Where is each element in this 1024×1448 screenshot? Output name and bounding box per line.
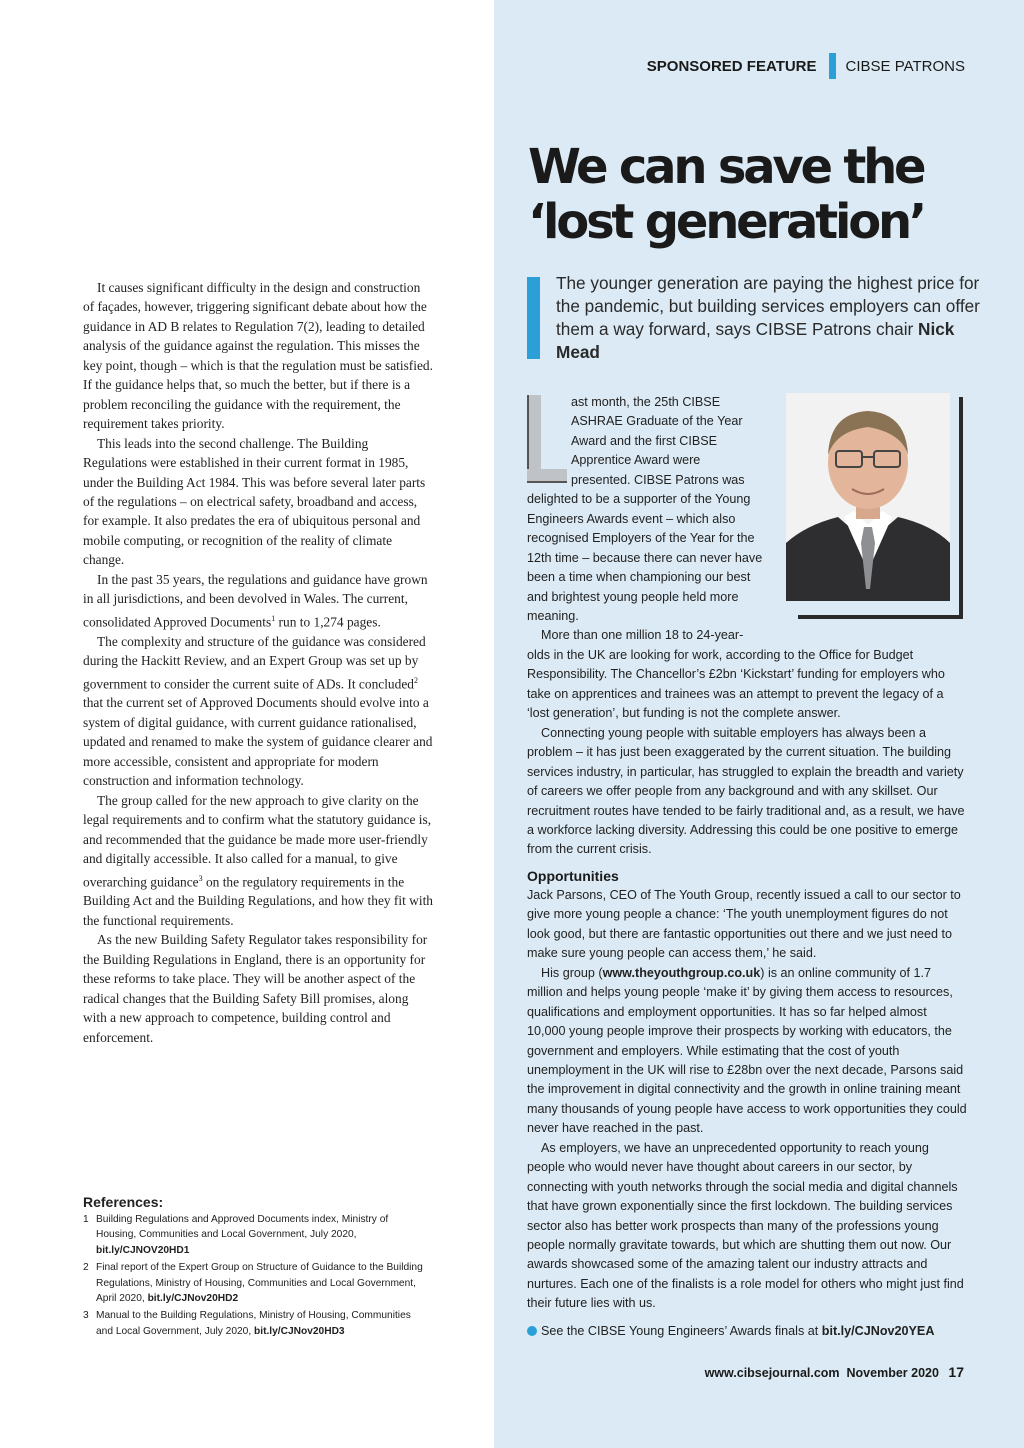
subhead-opportunities: Opportunities [527,867,619,884]
bullet-dot-icon [527,1326,537,1336]
paragraph-3: Connecting young people with suitable employers has always been a problem – it has just been exaggerated by the current situation. The building services industry, in particular, has struggled to explain the breadth and variety of careers we offer people from any background and with any skillset. Our recruitment routes have tended to be fairly traditional and, as a result, we have a workforce lacking diversity. Addressing this could be one positive to emerge from the current crisis. [527,725,965,857]
footnote-2: 2 [413,675,418,685]
category-label: CIBSE PATRONS [845,57,965,75]
standfirst-text [556,272,987,364]
ref-num: 3 [83,1310,89,1322]
ref-link[interactable]: bit.ly/CJNov20HD2 [147,1293,239,1305]
lp4-b: that the current set of Approved Documents should evolve into a system of digital guidance, with current guidance rationalised, updated and renamed to make the system of guidance clearer and more accessible, consistent and appropriate for modern construction and information technology. [83,695,433,789]
paragraph-5 [527,964,967,1139]
paragraph-2: olds in the UK are looking for work, according to the Office for Budget Responsibility. The Chancellor’s £2bn ‘Kickstart’ funding for employers who take on apprentices and trainees was an attempt to prevent the legacy of a ‘lost generation’, but funding is not the complete answer. [527,647,945,721]
footnote-3: 3 [198,873,203,883]
standfirst-bar [527,277,540,359]
lp3-a: In the past 35 years, the regulations and guidance have grown in all jurisdictions, and been devolved in Wales. The current, consolidated Approved Documents [83,571,428,630]
standfirst [527,272,987,364]
lp4-a: The complexity and structure of the guidance was considered during the Hackitt Review, and an Expert Group was set up by government to consider the current suite of ADs. It concluded [83,633,426,691]
left-paragraph-3 [83,570,433,632]
p5-post: ) is an online community of 1.7 million and helps young people ‘make it’ by giving them access to resources, qualifications and employment opportunities. It has so far helped almost 10,000 young people improve their prospects by working with educators, the government and employers. While estimating that the cost of youth unemployment in the UK will rise to £28bn over the next decade, Parsons said the improvement in digital connectivity and the growth in online training meant many thousands of young people have access to work opportunities they could never have reached in the past. [527,965,967,1136]
left-paragraph-4 [83,632,433,791]
left-paragraph-5 [83,791,433,931]
title-line-2: ‘lost generation’ [528,194,924,250]
left-paragraph-1: It causes significant difficulty in the design and construction of façades, however, triggering significant debate about how the guidance in AD B relates to Regulation 7(2), leading to detailed analysis of the guidance against the regulation. This misses the key point, though – which is that the regulation must be satisfied. If the guidance helps that, so much the better, but if there is a problem reconciling the guidance with the requirement, the requirement takes priority. [83,280,433,432]
reference-item [83,1212,423,1258]
ref-text: Building Regulations and Approved Documents index, Ministry of Housing, Communities and Local Government, July 2020, [96,1214,389,1241]
left-column [83,278,433,1047]
left-paragraph-2: This leads into the second challenge. The Building Regulations were established in their current format in 1985, under the Building Act 1984. This was before several later parts of the regulations – on electrical safety, broadband and access, for example. It also predates the era of ubiquitous personal and mobile computing, or recognition of the reality of climate change. [83,435,426,568]
lp5-a: The group called for the new approach to give clarity on the legal requirements and to confirm what the statutory guidance is, and recommended that the guidance be made more user-friendly and digitally accessible. It also called for a manual, to give overarching guidance [83,792,432,889]
header-divider [829,53,836,79]
article-title [528,140,988,250]
author-name: Nick Mead [556,319,955,362]
ref-link[interactable]: bit.ly/CJNOV20HD1 [96,1244,190,1256]
p5-pre: His group ( [541,965,603,980]
left-paragraph-6: As the new Building Safety Regulator takes responsibility for the Building Regulations in England, there is an opportunity for these reforms to take place. They will be another aspect of the radical changes that the Building Safety Bill promises, along with a new approach to competence, building control and enforcement. [83,932,428,1045]
title-line-1: We can save the [528,139,924,195]
ref-text: Final report of the Expert Group on Structure of Guidance to the Building Regulations, Ministry of Housing, Communities and Local Government, April 2020, [96,1262,423,1305]
ref-text: Manual to the Building Regulations, Ministry of Housing, Communities and Local Government, July 2020, [96,1310,411,1337]
cta-text: See the CIBSE Young Engineers’ Awards finals at [541,1323,819,1338]
article-body [527,393,967,1341]
footer-issue: November 2020 [846,1366,939,1380]
sponsored-label: SPONSORED FEATURE [646,57,817,75]
references-heading: References: [83,1194,164,1210]
section-header [647,55,965,77]
youthgroup-link[interactable]: www.theyouthgroup.co.uk [602,965,761,980]
lp3-b: run to 1,274 pages. [275,614,381,630]
cta-link[interactable]: bit.ly/CJNov20YEA [821,1323,935,1338]
paragraph-2-start: More than one million 18 to 24-year- [541,628,744,643]
paragraph-6: As employers, we have an unprecedented opportunity to reach young people who would never have thought about careers in our sector, by connecting with youth networks through the social media and digital channels that have grown exponentially since the first lockdown. The building services sector also has better work prospects than many of the professions young people normally gravitate towards, but which are shutting them out now. Our awards showcased some of the amazing talent our industry attracts and nurtures. Each one of the finalists is a role model for others who might just find their future lies with us. [527,1140,964,1311]
reference-item [83,1308,423,1339]
footer-site[interactable]: www.cibsejournal.com [704,1366,840,1380]
cta-line [527,1322,967,1341]
page-footer [705,1364,964,1380]
paragraph-4: Jack Parsons, CEO of The Youth Group, recently issued a call to our sector to give more young people a chance: ‘The youth unemployment figures do not look good, but there are fantastic opportunities out there and we just need to make sure young people can access them,’ he said. [527,887,961,961]
reference-item [83,1260,423,1306]
ref-num: 2 [83,1262,89,1274]
lp5-b: on the regulatory requirements in the Building Act and the Building Regulations, and how they fit with the functional requirements. [83,874,433,928]
footnote-1: 1 [271,613,276,623]
ref-link[interactable]: bit.ly/CJNov20HD3 [254,1325,345,1337]
drop-cap-L [527,395,563,481]
ref-num: 1 [83,1214,89,1225]
intro-paragraph: ast month, the 25th CIBSE ASHRAE Graduate of the Year Award and the first CIBSE Apprentice Award were presented. CIBSE Patrons was delighted to be a supporter of the Young Engineers Awards event – which also recognised Employers of the Year for the 12th time – because there can never have been a time when championing our best and brightest young people held more meaning. [527,395,763,623]
page-number: 17 [948,1364,964,1380]
standfirst-body: The younger generation are paying the highest price for the pandemic, but building services employers can offer them a way forward, says CIBSE Patrons chair [556,273,980,339]
references [83,1194,423,1341]
